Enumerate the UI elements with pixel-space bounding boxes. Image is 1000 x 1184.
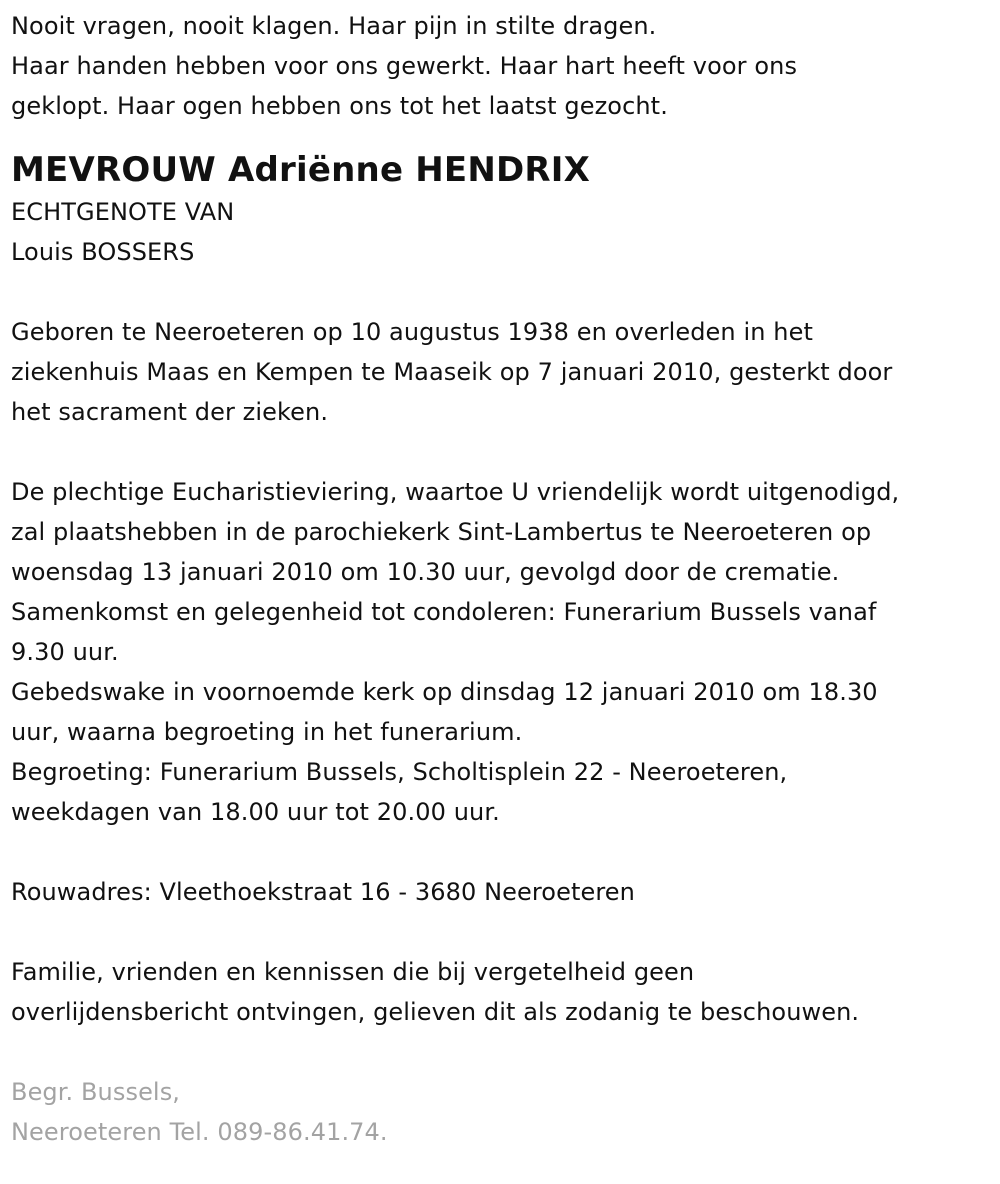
birth-death-paragraph	[11, 312, 991, 432]
poem-line: Haar handen hebben voor ons gewerkt. Haar hart heeft voor ons	[11, 52, 798, 80]
spacer	[11, 912, 991, 952]
spouse-name: Louis BOSSERS	[11, 238, 195, 266]
ceremony-paragraph	[11, 472, 991, 832]
paragraph-line: Familie, vrienden en kennissen die bij vergetelheid geen	[11, 958, 695, 986]
paragraph-line: weekdagen van 18.00 uur tot 20.00 uur.	[11, 798, 500, 826]
paragraph-line: woensdag 13 januari 2010 om 10.30 uur, gevolgd door de crematie.	[11, 558, 840, 586]
deceased-name: MEVROUW Adriënne HENDRIX	[11, 150, 591, 190]
obituary-notice	[11, 6, 991, 1152]
paragraph-line: het sacrament der zieken.	[11, 398, 329, 426]
paragraph-line: 9.30 uur.	[11, 638, 119, 666]
relation-label: ECHTGENOTE VAN	[11, 198, 235, 226]
funeral-home-line: Neeroeteren Tel. 089-86.41.74.	[11, 1118, 388, 1146]
funeral-home-line: Begr. Bussels,	[11, 1078, 181, 1106]
poem-line: Nooit vragen, nooit klagen. Haar pijn in stilte dragen.	[11, 12, 657, 40]
paragraph-line: overlijdensbericht ontvingen, gelieven dit als zodanig te beschouwen.	[11, 998, 860, 1026]
poem	[11, 6, 991, 126]
spacer	[11, 432, 991, 472]
paragraph-line: Gebedswake in voornoemde kerk op dinsdag 12 januari 2010 om 18.30	[11, 678, 878, 706]
funeral-home-credit	[11, 1072, 991, 1152]
poem-line: geklopt. Haar ogen hebben ons tot het laatst gezocht.	[11, 92, 668, 120]
paragraph-line: Geboren te Neeroeteren op 10 augustus 1938 en overleden in het	[11, 318, 813, 346]
family-notice	[11, 952, 991, 1032]
paragraph-line: zal plaatshebben in de parochiekerk Sint-Lambertus te Neeroeteren op	[11, 518, 872, 546]
paragraph-line: Samenkomst en gelegenheid tot condoleren: Funerarium Bussels vanaf	[11, 598, 877, 626]
mourning-address: Rouwadres: Vleethoekstraat 16 - 3680 Neeroeteren	[11, 878, 635, 906]
paragraph-line: ziekenhuis Maas en Kempen te Maaseik op 7 januari 2010, gesterkt door	[11, 358, 893, 386]
spacer	[11, 832, 991, 872]
paragraph-line: Begroeting: Funerarium Bussels, Scholtisplein 22 - Neeroeteren,	[11, 758, 788, 786]
spacer	[11, 1032, 991, 1072]
spacer	[11, 272, 991, 312]
paragraph-line: De plechtige Eucharistieviering, waartoe U vriendelijk wordt uitgenodigd,	[11, 478, 900, 506]
paragraph-line: uur, waarna begroeting in het funerarium.	[11, 718, 523, 746]
